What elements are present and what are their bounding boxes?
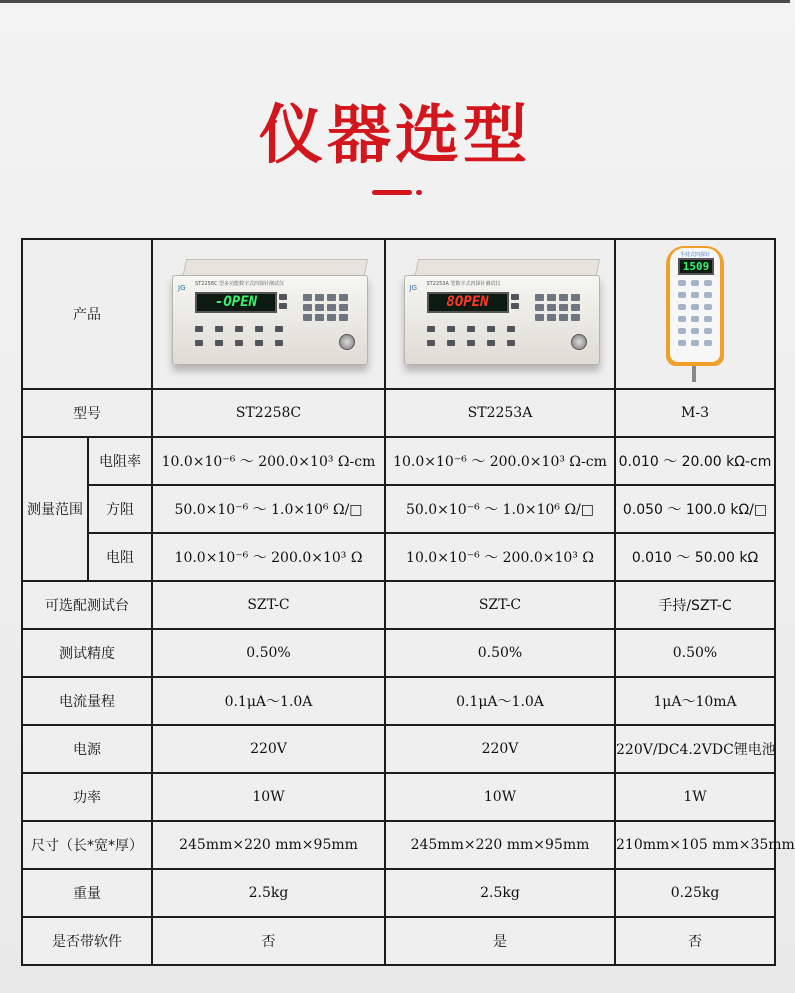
- range-label: 方阻: [88, 485, 152, 533]
- product-image-st2253a: JG ST2253A 型数字式四探针测试仪 8OPEN: [385, 239, 615, 389]
- range-cell: 10.0×10⁻⁶ ～ 200.0×10³ Ω: [152, 533, 385, 581]
- spec-cell: 220V: [385, 725, 615, 773]
- range-cell: 10.0×10⁻⁶ ～ 200.0×10³ Ω: [385, 533, 615, 581]
- range-cell: 50.0×10⁻⁶ ～ 1.0×10⁶ Ω/□: [385, 485, 615, 533]
- model-cell: ST2253A: [385, 389, 615, 437]
- product-row: [22, 239, 775, 389]
- spec-cell: 210mm×105 mm×35mm: [615, 821, 775, 869]
- spec-cell: SZT-C: [385, 581, 615, 629]
- range-row: [22, 485, 775, 533]
- model-cell: ST2258C: [152, 389, 385, 437]
- spec-cell: 0.50%: [615, 629, 775, 677]
- product-header: 产品: [22, 239, 152, 389]
- range-cell: 50.0×10⁻⁶ ～ 1.0×10⁶ Ω/□: [152, 485, 385, 533]
- top-border-line: [0, 0, 790, 3]
- spec-cell: 245mm×220 mm×95mm: [152, 821, 385, 869]
- range-row: [22, 533, 775, 581]
- spec-cell: 10W: [152, 773, 385, 821]
- range-label: 电阻: [88, 533, 152, 581]
- range-cell: 0.010 ～ 50.00 kΩ: [615, 533, 775, 581]
- spec-label: 电流量程: [22, 677, 152, 725]
- spec-label: 功率: [22, 773, 152, 821]
- spec-label: 尺寸（长*宽*厚）: [22, 821, 152, 869]
- model-row: [22, 389, 775, 437]
- spec-row: [22, 629, 775, 677]
- spec-cell: 1μA～10mA: [615, 677, 775, 725]
- range-label: 电阻率: [88, 437, 152, 485]
- range-cell: 0.010 ～ 20.00 kΩ-cm: [615, 437, 775, 485]
- spec-row: [22, 677, 775, 725]
- spec-cell: 220V/DC4.2VDC锂电池: [615, 725, 775, 773]
- spec-cell: 2.5kg: [152, 869, 385, 917]
- spec-label: 电源: [22, 725, 152, 773]
- spec-cell: 手持/SZT-C: [615, 581, 775, 629]
- title-underline-dot: [416, 190, 422, 195]
- spec-row: [22, 821, 775, 869]
- spec-label: 是否带软件: [22, 917, 152, 965]
- title-underline: [372, 190, 412, 195]
- product-image-st2258c: JG ST2258C 型多功能数字式四探针测试仪 -OPEN: [152, 239, 385, 389]
- spec-row: [22, 773, 775, 821]
- spec-label: 重量: [22, 869, 152, 917]
- spec-cell: 2.5kg: [385, 869, 615, 917]
- range-row: [22, 437, 775, 485]
- led-display: -OPEN: [195, 292, 277, 313]
- spec-cell: 0.25kg: [615, 869, 775, 917]
- range-cell: 10.0×10⁻⁶ ～ 200.0×10³ Ω-cm: [385, 437, 615, 485]
- spec-cell: 220V: [152, 725, 385, 773]
- panel-label: ST2258C 型多功能数字式四探针测试仪: [195, 281, 285, 287]
- spec-label: 测试精度: [22, 629, 152, 677]
- spec-cell: 10W: [385, 773, 615, 821]
- spec-row: [22, 869, 775, 917]
- spec-cell: 245mm×220 mm×95mm: [385, 821, 615, 869]
- led-display: 1509: [678, 258, 714, 275]
- led-display: 8OPEN: [427, 292, 509, 313]
- panel-label: 手持式四探针: [680, 252, 711, 258]
- spec-cell: 否: [615, 917, 775, 965]
- spec-cell: 1W: [615, 773, 775, 821]
- range-cell: 10.0×10⁻⁶ ～ 200.0×10³ Ω-cm: [152, 437, 385, 485]
- spec-cell: 0.1μA～1.0A: [385, 677, 615, 725]
- spec-row: [22, 581, 775, 629]
- spec-cell: SZT-C: [152, 581, 385, 629]
- product-image-m3: [615, 239, 775, 389]
- spec-cell: 0.50%: [152, 629, 385, 677]
- model-cell: M-3: [615, 389, 775, 437]
- range-header: 测量范围: [22, 437, 88, 581]
- spec-cell: 否: [152, 917, 385, 965]
- model-header: 型号: [22, 389, 152, 437]
- page-title: 仪器选型: [259, 99, 531, 173]
- spec-label: 可选配测试台: [22, 581, 152, 629]
- spec-cell: 是: [385, 917, 615, 965]
- panel-label: ST2253A 型数字式四探针测试仪: [426, 281, 501, 287]
- spec-cell: 0.50%: [385, 629, 615, 677]
- spec-row: [22, 917, 775, 965]
- spec-row: [22, 725, 775, 773]
- spec-cell: 0.1μA～1.0A: [152, 677, 385, 725]
- range-cell: 0.050 ～ 100.0 kΩ/□: [615, 485, 775, 533]
- spec-table: [21, 238, 795, 966]
